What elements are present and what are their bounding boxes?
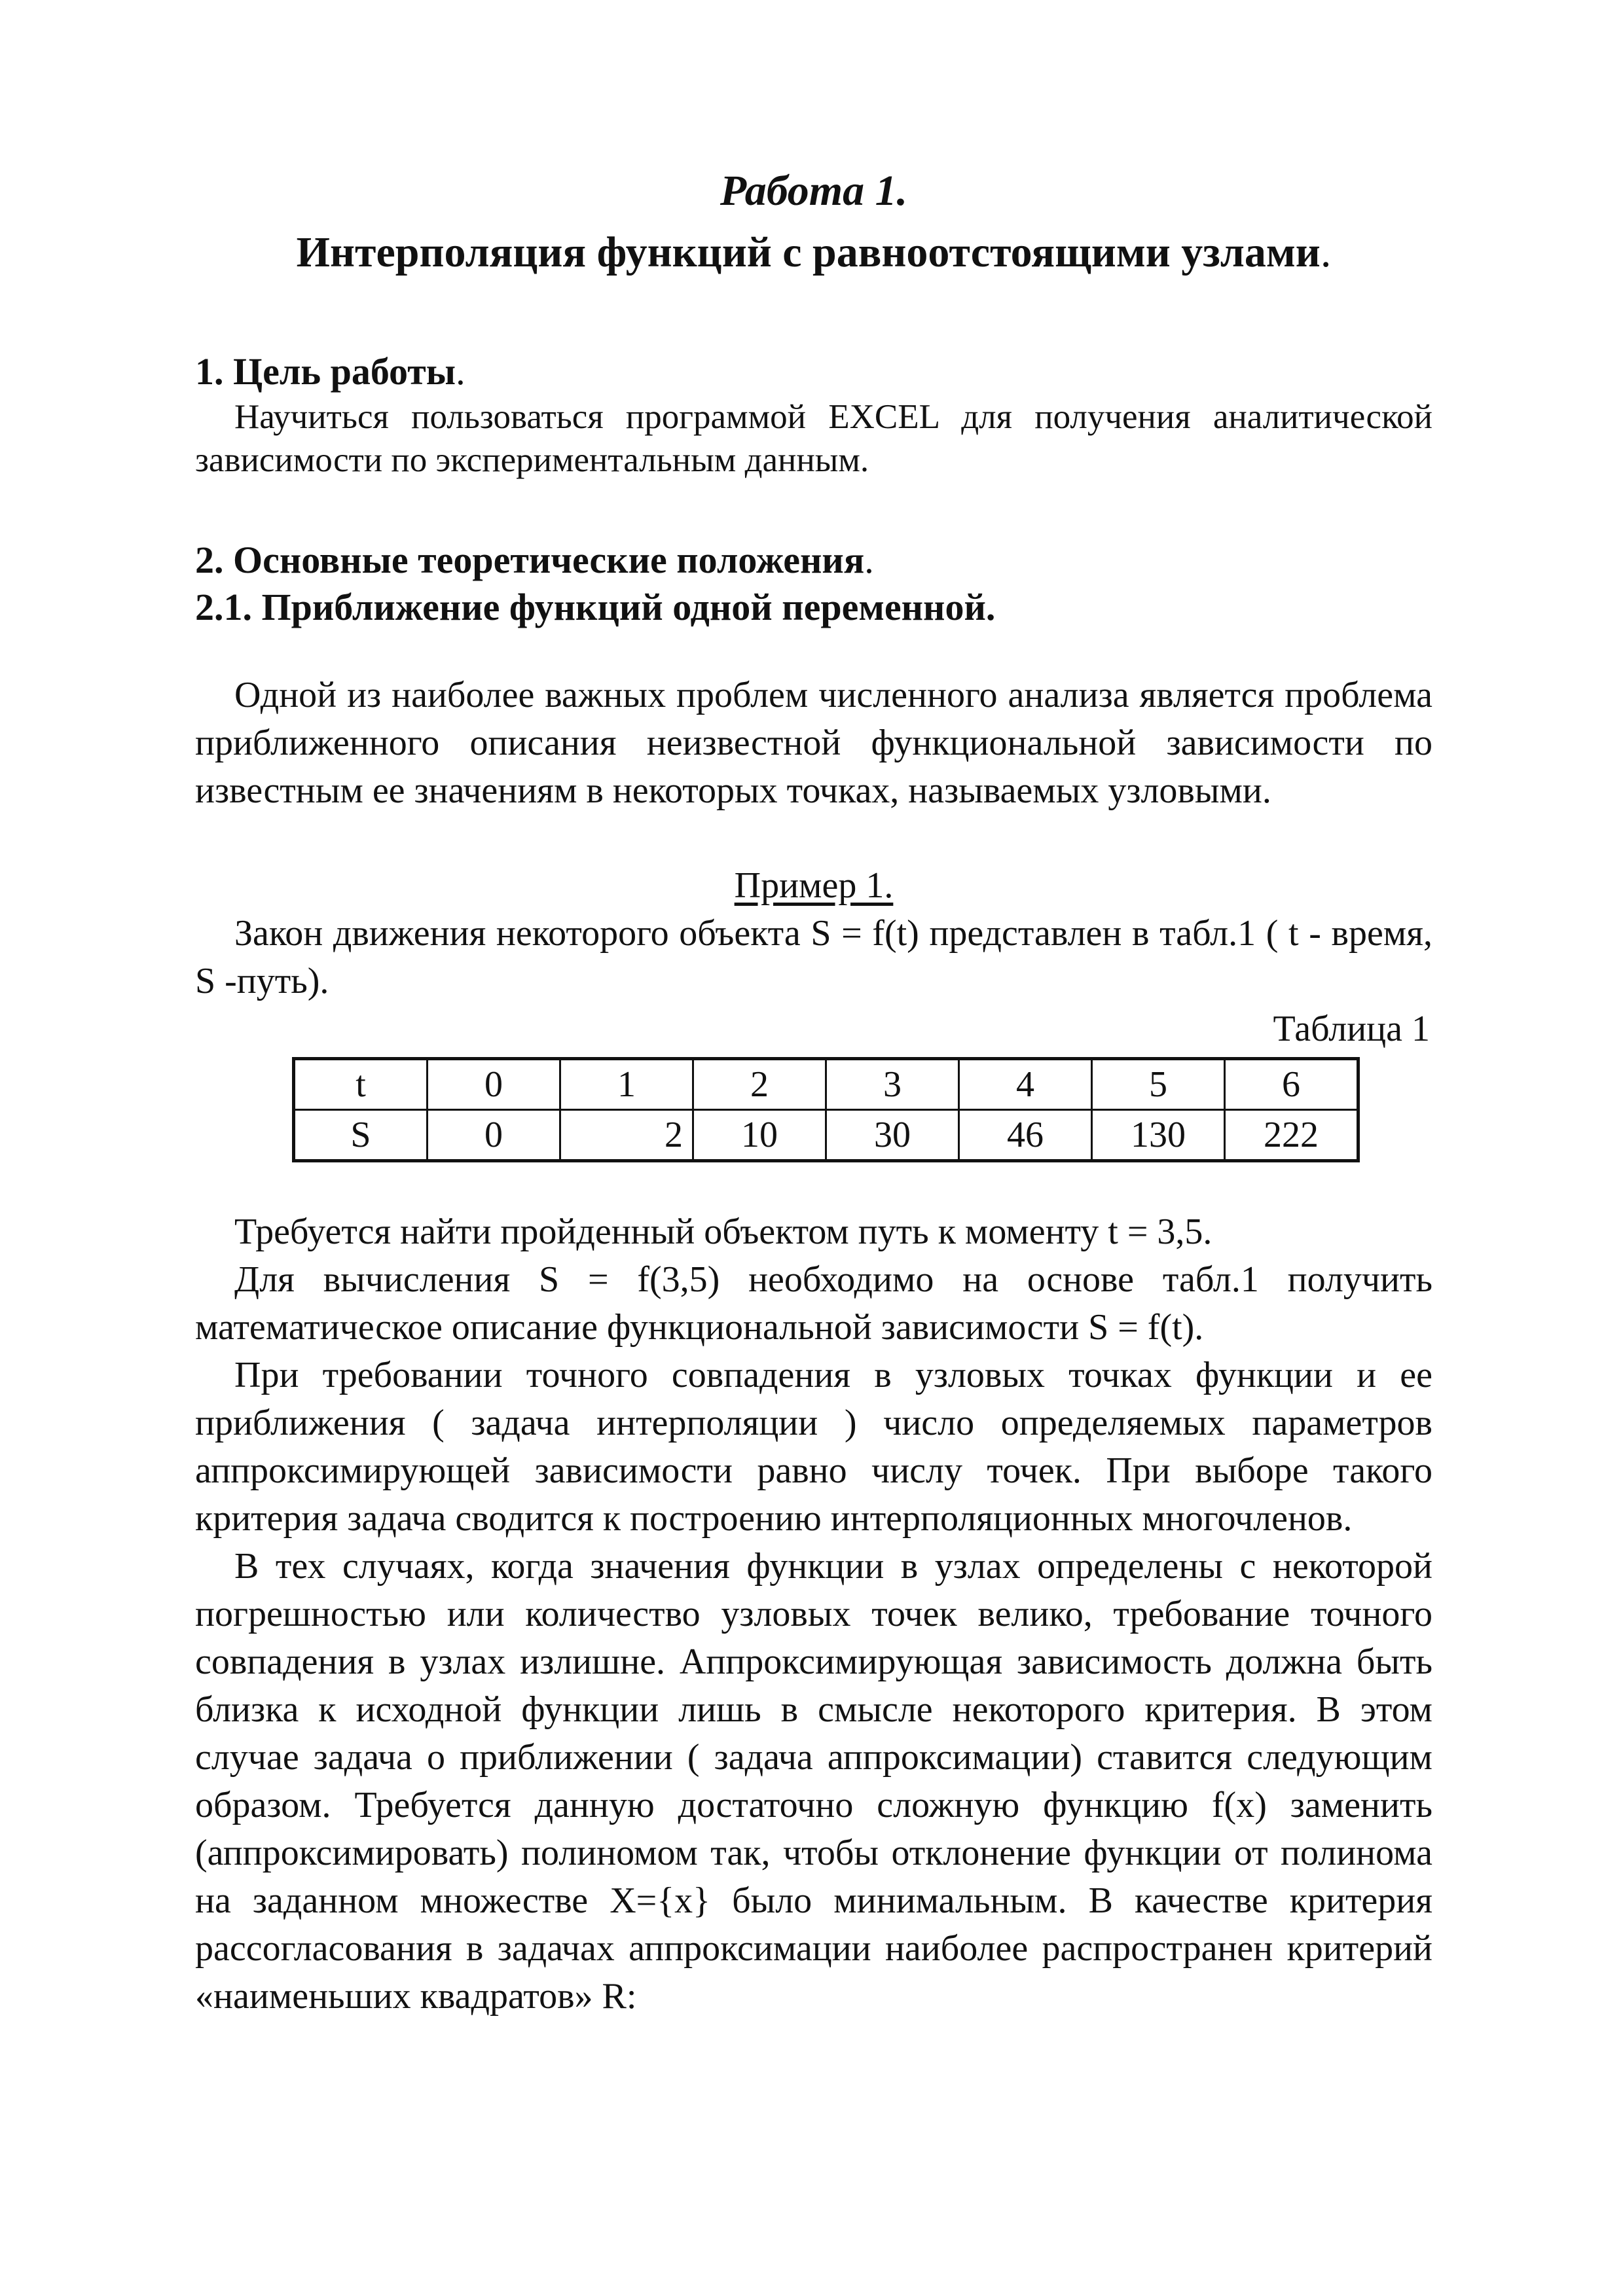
table-cell: 4 <box>959 1059 1092 1110</box>
table-row-s <box>294 1110 1359 1161</box>
document-title-dot: . <box>1320 228 1332 276</box>
intro-paragraph: Одной из наиболее важных проблем численного анализа является проблема приближенного описания неизвестной функциональной зависимости по известным ее значениям в некоторых точках, называемых узловыми. <box>195 675 1432 811</box>
body-paragraph-3: При требовании точного совпадения в узловых точках функции и ее приближения ( задача интерполяции ) число определяемых параметров аппроксимирующей зависимости равно числу точек. При выборе такого критерия задача сводится к построению интерполяционных многочленов. <box>195 1355 1432 1539</box>
example-title <box>195 862 1432 910</box>
data-table <box>292 1057 1360 1162</box>
table-row-t <box>294 1059 1359 1110</box>
section1-heading-text: 1. Цель работы <box>195 350 456 393</box>
section2-heading-text: 2. Основные теоретические положения <box>195 539 865 581</box>
table-cell: 10 <box>693 1110 826 1161</box>
section1-heading-dot: . <box>456 350 465 393</box>
section2-subheading: 2.1. Приближение функций одной переменной. <box>195 586 996 628</box>
body-paragraph-4: В тех случаях, когда значения функции в узлах определены с некоторой погрешностью или количество узловых точек велико, требование точного совпадения в узлах излишне. Аппроксимирующая зависимость должна быть близка к исходной функции лишь в смысле некоторого критерия. В этом случае задача о приближении ( задача аппроксимации) ставится следующим образом. Требуется данную достаточно сложную функцию f(x) заменить (аппроксимировать) полиномом так, чтобы отклонение функции от полинома на заданном множестве X={x} было минимальным. В качестве критерия рассогласования в задачах аппроксимации наиболее распространен критерий «наименьших квадратов» R: <box>195 1546 1432 2017</box>
body-paragraph-2: Для вычисления S = f(3,5) необходимо на основе табл.1 получить математическое описание функциональной зависимости S = f(t). <box>195 1259 1432 1348</box>
table-cell: 0 <box>428 1110 560 1161</box>
section2-heading <box>195 537 1432 584</box>
section2-heading-dot: . <box>864 539 874 581</box>
table-cell: 6 <box>1225 1059 1359 1110</box>
table-cell: 46 <box>959 1110 1092 1161</box>
example-text: Закон движения некоторого объекта S = f(t) представлен в табл.1 ( t - время, S -путь). <box>195 913 1432 1001</box>
table-cell: 130 <box>1092 1110 1225 1161</box>
example-title-text: Пример 1. <box>734 865 894 906</box>
section1-text: Научиться пользоваться программой EXCEL для получения аналитической зависимости по экспериментальным данным. <box>195 398 1432 479</box>
table-cell: 2 <box>693 1059 826 1110</box>
section1-heading <box>195 348 1432 395</box>
table-cell: t <box>294 1059 428 1110</box>
table-cell: 0 <box>428 1059 560 1110</box>
table-cell: S <box>294 1110 428 1161</box>
document-page <box>195 164 1432 2020</box>
table-cell: 2 <box>560 1110 693 1161</box>
document-title <box>195 225 1432 280</box>
document-title-text: Интерполяция функций с равноотстоящими узлами <box>296 228 1321 276</box>
work-label: Работа 1. <box>720 167 908 215</box>
body-paragraph-1: Требуется найти пройденный объектом путь к моменту t = 3,5. <box>234 1211 1213 1252</box>
table-cell: 30 <box>826 1110 959 1161</box>
table-caption: Таблица 1 <box>1273 1009 1430 1049</box>
table-cell: 5 <box>1092 1059 1225 1110</box>
table-cell: 1 <box>560 1059 693 1110</box>
table-cell: 3 <box>826 1059 959 1110</box>
table-cell: 222 <box>1225 1110 1359 1161</box>
